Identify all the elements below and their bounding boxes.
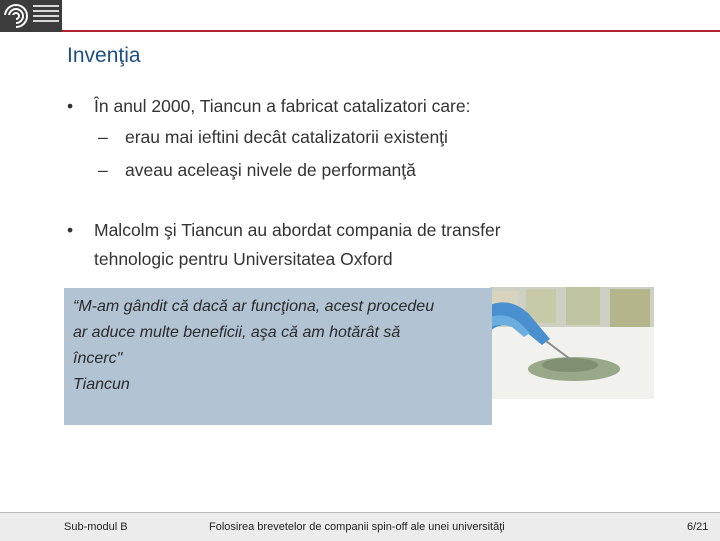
- epo-logo: [0, 0, 62, 32]
- epo-logo-mark-icon: [3, 3, 29, 29]
- subitem-1: [98, 127, 448, 148]
- logo-wordmark: [33, 5, 59, 25]
- bullet-icon: •: [67, 220, 74, 240]
- header-rule: [62, 30, 720, 32]
- quote-line-3: încerc": [73, 350, 123, 367]
- dash-icon: –: [98, 160, 108, 180]
- subitem-2-text: aveau aceleaşi nivele de performanţă: [125, 160, 416, 180]
- slide-title: Invenţia: [67, 44, 141, 67]
- footer-page-number: 6/21: [687, 521, 709, 533]
- catalyst-photo: [490, 287, 654, 399]
- quote-line-1: “M-am gândit că dacă ar funcţiona, acest procedeu: [73, 298, 435, 315]
- footer-module: Sub-modul B: [64, 521, 128, 533]
- bullet-2: [67, 216, 501, 274]
- footer-course-title: Folosirea brevetelor de companii spin-off ale unei universităţi: [209, 521, 505, 533]
- dash-icon: –: [98, 127, 108, 147]
- bullet-1: [67, 92, 470, 121]
- bullet-1-text: În anul 2000, Tiancun a fabricat catalizatori care:: [94, 96, 471, 116]
- bullet-icon: •: [67, 96, 74, 116]
- bullet-2-line-1: Malcolm şi Tiancun au abordat compania de transfer: [94, 220, 501, 240]
- quote-line-2: ar aduce multe beneficii, aşa că am hotărât să: [73, 324, 401, 341]
- quote-author: Tiancun: [73, 376, 130, 393]
- catalyst-photo-image: [490, 287, 654, 399]
- quote-box: [64, 288, 492, 425]
- bullet-2-line-2: tehnologic pentru Universitatea Oxford: [94, 249, 393, 269]
- subitem-1-text: erau mai ieftini decât catalizatorii existenţi: [125, 127, 448, 147]
- footer-bar: [0, 512, 720, 541]
- subitem-2: [98, 160, 416, 181]
- quote-text: [73, 294, 483, 398]
